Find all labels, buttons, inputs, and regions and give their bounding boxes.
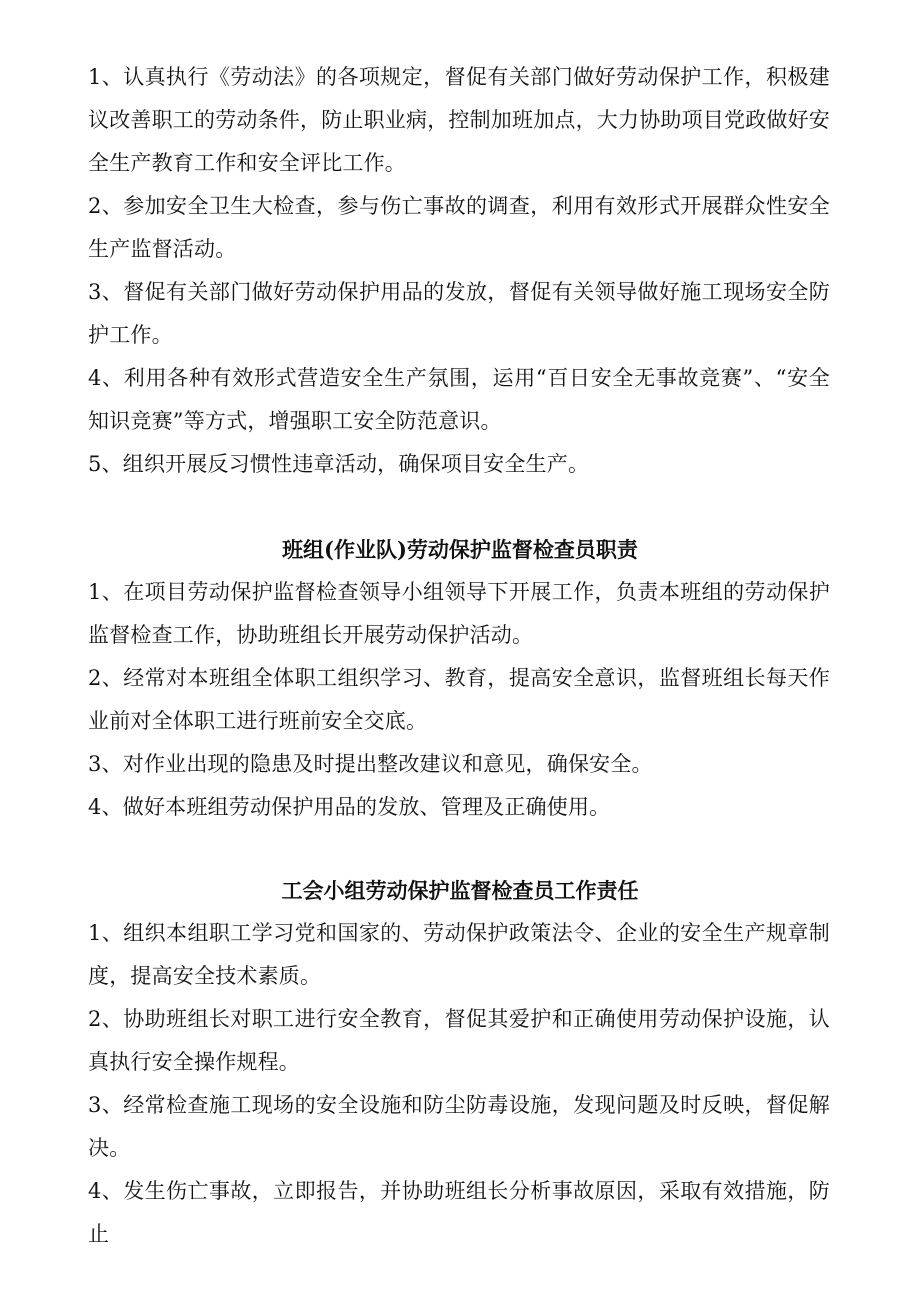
section1-item-3: 3、督促有关部门做好劳动保护用品的发放，督促有关领导做好施工现场安全防护工作。	[88, 280, 830, 347]
section3-title: 工会小组劳动保护监督检查员工作责任	[281, 878, 639, 903]
section3-item-3: 3、经常检查施工现场的安全设施和防尘防毒设施，发现问题及时反映，督促解决。	[88, 1093, 830, 1160]
section1-item-4: 4、利用各种有效形式营造安全生产氛围，运用“百日安全无事故竞赛”、“安全知识竞赛”等方式，增强职工安全防范意识。	[88, 366, 830, 433]
section2-item-2: 2、经常对本班组全体职工组织学习、教育，提高安全意识，监督班组长每天作业前对全体职工进行班前安全交底。	[88, 666, 830, 733]
section3-item-2: 2、协助班组长对职工进行安全教育，督促其爱护和正确使用劳动保护设施，认真执行安全操作规程。	[88, 1007, 830, 1074]
section2-item-1: 1、在项目劳动保护监督检查领导小组领导下开展工作，负责本班组的劳动保护监督检查工作，协助班组长开展劳动保护活动。	[88, 580, 830, 647]
section2-title: 班组(作业队)劳动保护监督检查员职责	[282, 537, 638, 562]
section1-item-2: 2、参加安全卫生大检查，参与伤亡事故的调查，利用有效形式开展群众性安全生产监督活动。	[88, 194, 830, 261]
section2-item-3: 3、对作业出现的隐患及时提出整改建议和意见，确保安全。	[88, 752, 653, 776]
section3-item-1: 1、组织本组职工学习党和国家的、劳动保护政策法令、企业的安全生产规章制度，提高安全技术素质。	[88, 921, 830, 988]
section3-item-4: 4、发生伤亡事故，立即报告，并协助班组长分析事故原因，采取有效措施，防止	[88, 1179, 830, 1246]
section1-item-5: 5、组织开展反习惯性违章活动，确保项目安全生产。	[88, 452, 590, 476]
section1-item-1: 1、认真执行《劳动法》的各项规定，督促有关部门做好劳动保护工作，积极建议改善职工的劳动条件，防止职业病，控制加班加点，大力协助项目党政做好安全生产教育工作和安全评比工作。	[88, 65, 830, 175]
section2-item-4: 4、做好本班组劳动保护用品的发放、管理及正确使用。	[88, 795, 611, 819]
